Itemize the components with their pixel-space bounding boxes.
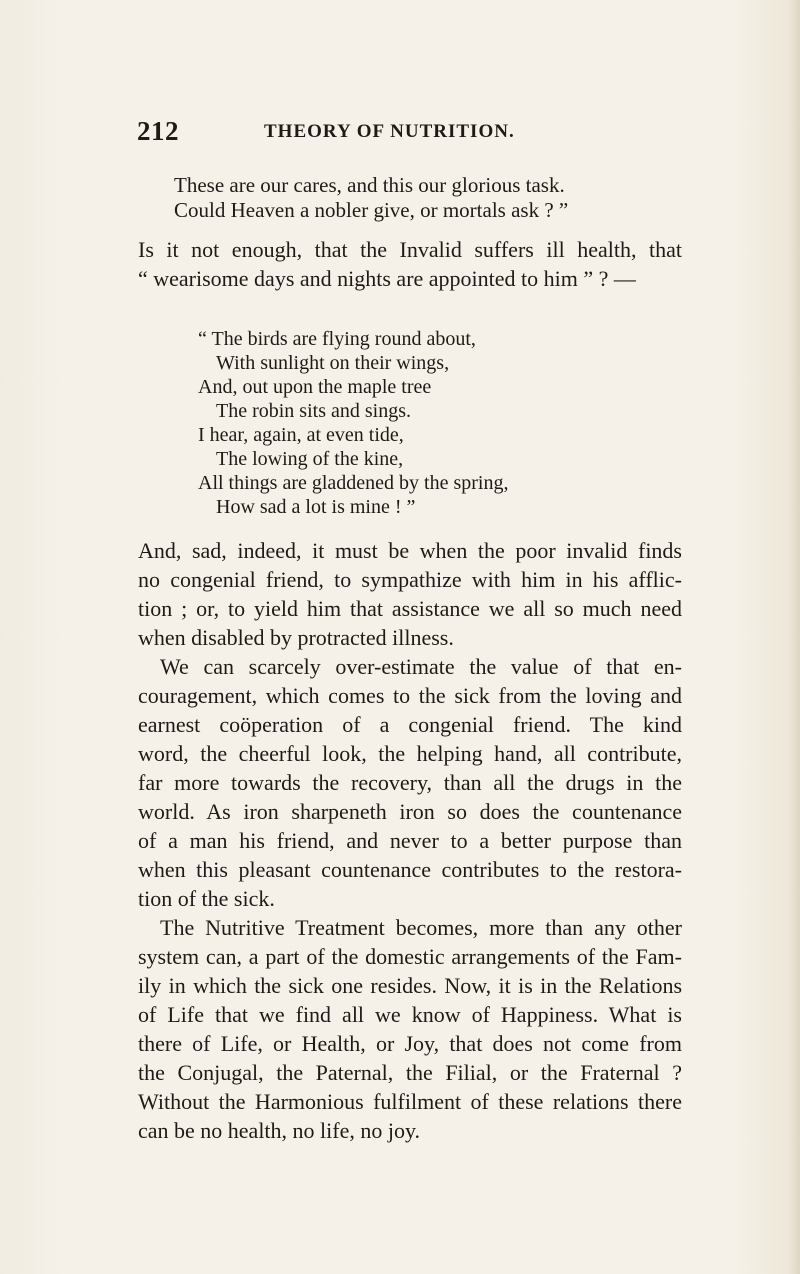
paragraph-invalid <box>138 235 682 293</box>
text-line: of a man his friend, and never to a better purpose than <box>138 828 682 853</box>
text-line: earnest coöperation of a congenial friend. The kind <box>138 712 682 737</box>
running-title: THEORY OF NUTRITION. <box>264 121 515 142</box>
text-line: can be no health, no life, no joy. <box>138 1118 421 1143</box>
verse-line: Could Heaven a nobler give, or mortals ask ? ” <box>174 198 569 222</box>
text-line: there of Life, or Health, or Joy, that does not come from <box>138 1031 682 1056</box>
poem-line: The robin sits and sings. <box>216 400 411 422</box>
text-line: far more towards the recovery, than all the drugs in the <box>138 770 682 795</box>
poem-line: “ The birds are flying round about, <box>198 328 476 350</box>
text-line: word, the cheerful look, the helping hand, all contribute, <box>138 741 682 766</box>
text-line: the Conjugal, the Paternal, the Filial, or the Fraternal ? <box>138 1060 682 1085</box>
text-line: ily in which the sick one resides. Now, it is in the Relations <box>138 973 682 998</box>
poem-line: With sunlight on their wings, <box>216 352 450 374</box>
text-line: “ wearisome days and nights are appointed to him ” ? — <box>138 266 636 291</box>
poem-line: And, out upon the maple tree <box>198 376 432 398</box>
text-line: tion of the sick. <box>138 886 275 911</box>
text-line: We can scarcely over-estimate the value of that en- <box>160 654 682 679</box>
poem-line: The lowing of the kine, <box>216 448 404 470</box>
text-line: tion ; or, to yield him that assistance we all so much need <box>138 596 682 621</box>
page-number: 212 <box>137 116 179 146</box>
verse-line: These are our cares, and this our glorious task. <box>174 173 565 197</box>
text-line: And, sad, indeed, it must be when the poor invalid finds <box>138 538 682 563</box>
opening-verse <box>174 173 568 223</box>
text-line: when this pleasant countenance contributes to the restora- <box>138 857 682 882</box>
text-line: of Life that we find all we know of Happiness. What is <box>138 1002 682 1027</box>
text-line: couragement, which comes to the sick from the loving and <box>138 683 682 708</box>
text-line: no congenial friend, to sympathize with him in his afflic- <box>138 567 682 592</box>
text-line: Is it not enough, that the Invalid suffers ill health, that <box>138 237 682 262</box>
poem-line: How sad a lot is mine ! ” <box>216 496 416 518</box>
text-line: when disabled by protracted illness. <box>138 625 454 650</box>
page-header <box>137 116 677 150</box>
text-line: system can, a part of the domestic arrangements of the Fam- <box>138 944 682 969</box>
text-line: The Nutritive Treatment becomes, more than any other <box>160 915 682 940</box>
paragraph-congenial-friend <box>138 536 682 1145</box>
text-line: world. As iron sharpeneth iron so does the countenance <box>138 799 682 824</box>
poem-line: I hear, again, at even tide, <box>198 424 404 446</box>
poem-stanza <box>198 327 509 519</box>
poem-line: All things are gladdened by the spring, <box>198 472 509 494</box>
text-line: Without the Harmonious fulfilment of these relations there <box>138 1089 682 1114</box>
page-edge-shadow <box>788 0 800 1274</box>
